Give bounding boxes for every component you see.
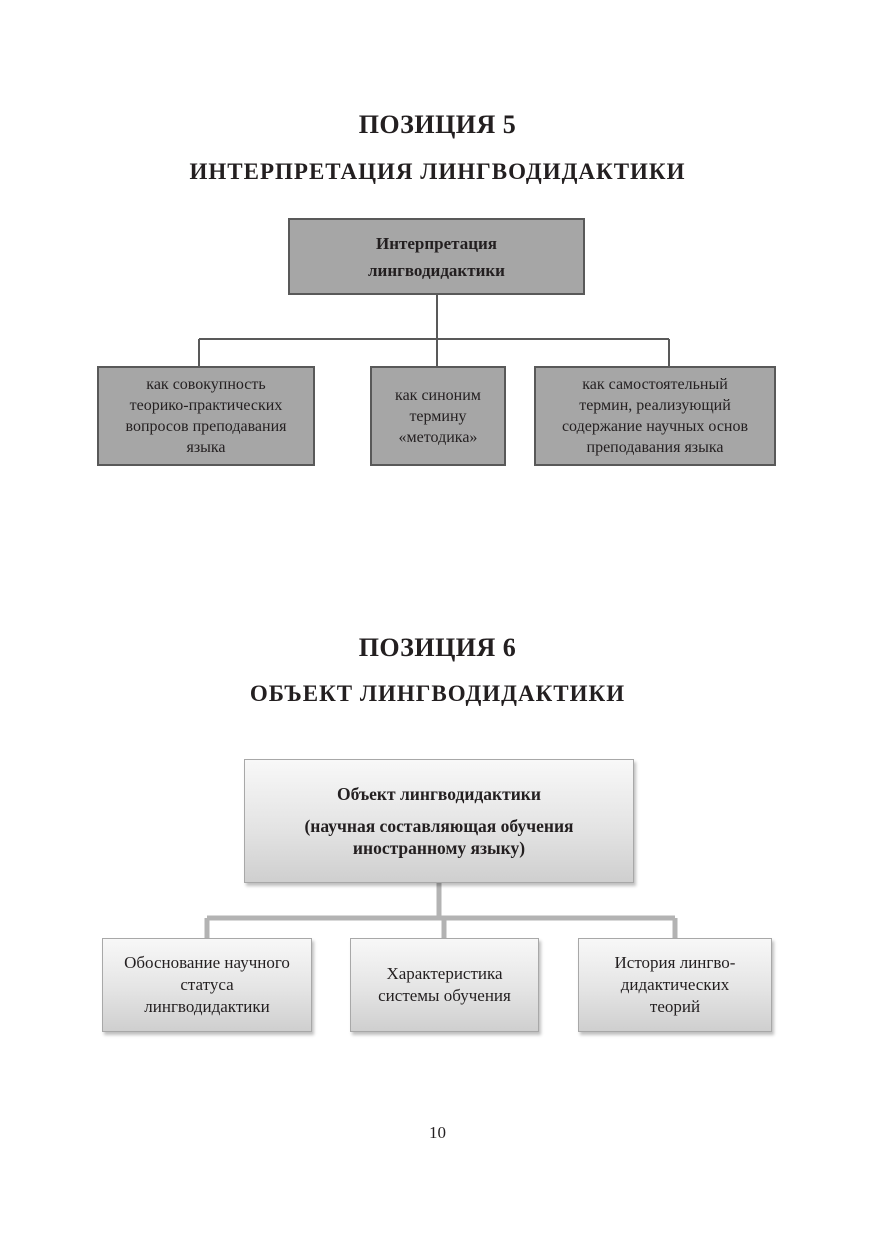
section5-child2-line: как синоним: [395, 386, 481, 404]
section5-root-line1: Интерпретация: [375, 233, 497, 253]
section5-root-line2: лингводидактики: [368, 260, 505, 280]
section5-child2-line: «методика»: [398, 428, 478, 446]
section6-child-box-3: [578, 938, 772, 1032]
section6-child1-line: лингводидактики: [144, 997, 270, 1016]
section5-child3-line: как самостоятельный: [582, 376, 728, 393]
section6-root-subtitle-line1: (научная составляющая обучения: [304, 815, 574, 836]
section6-root-title: Объект лингводидактики: [337, 783, 541, 804]
section6-child1-line: статуса: [180, 975, 234, 994]
section6-root-subtitle-line2: иностранному языку): [352, 837, 526, 858]
section5-subheading: ИНТЕРПРЕТАЦИЯ ЛИНГВОДИДАКТИКИ: [189, 159, 686, 184]
section5-root-box: [288, 218, 585, 295]
section6-connectors: [207, 883, 675, 938]
section5-child-box-3: [534, 366, 776, 466]
section5-child3-line: содержание научных основ: [561, 418, 749, 435]
section5-child1-line: вопросов преподавания: [125, 418, 287, 435]
page-number: 10: [429, 1123, 446, 1142]
section6-subheading: ОБЪЕКТ ЛИНГВОДИДАКТИКИ: [249, 681, 626, 706]
section6-child2-line: Характеристика: [386, 964, 503, 983]
section6-child3-line: История лингво-: [614, 953, 736, 972]
section6-child-box-1: [102, 938, 312, 1032]
section6-child3-line: теорий: [649, 997, 701, 1016]
section5-child2-line: термину: [409, 407, 467, 425]
section5-child3-line: термин, реализующий: [579, 397, 731, 414]
section5-child1-line: языка: [186, 439, 226, 456]
section5-child-box-1: [97, 366, 315, 466]
section5-child1-line: как совокупность: [146, 376, 266, 393]
section6-root-box: [244, 759, 634, 883]
section6-child3-line: дидактических: [620, 975, 730, 994]
section6-child-box-2: [350, 938, 539, 1032]
section5-connectors: [199, 295, 669, 366]
section6-child2-line: системы обучения: [378, 986, 511, 1005]
section6-child1-line: Обоснование научного: [124, 953, 290, 972]
section5-child3-line: преподавания языка: [586, 439, 724, 456]
section5-child-box-2: [370, 366, 506, 466]
section6-heading: ПОЗИЦИЯ 6: [358, 633, 517, 662]
section5-child1-line: теорико-практических: [129, 397, 283, 414]
section5-heading: ПОЗИЦИЯ 5: [358, 110, 517, 139]
